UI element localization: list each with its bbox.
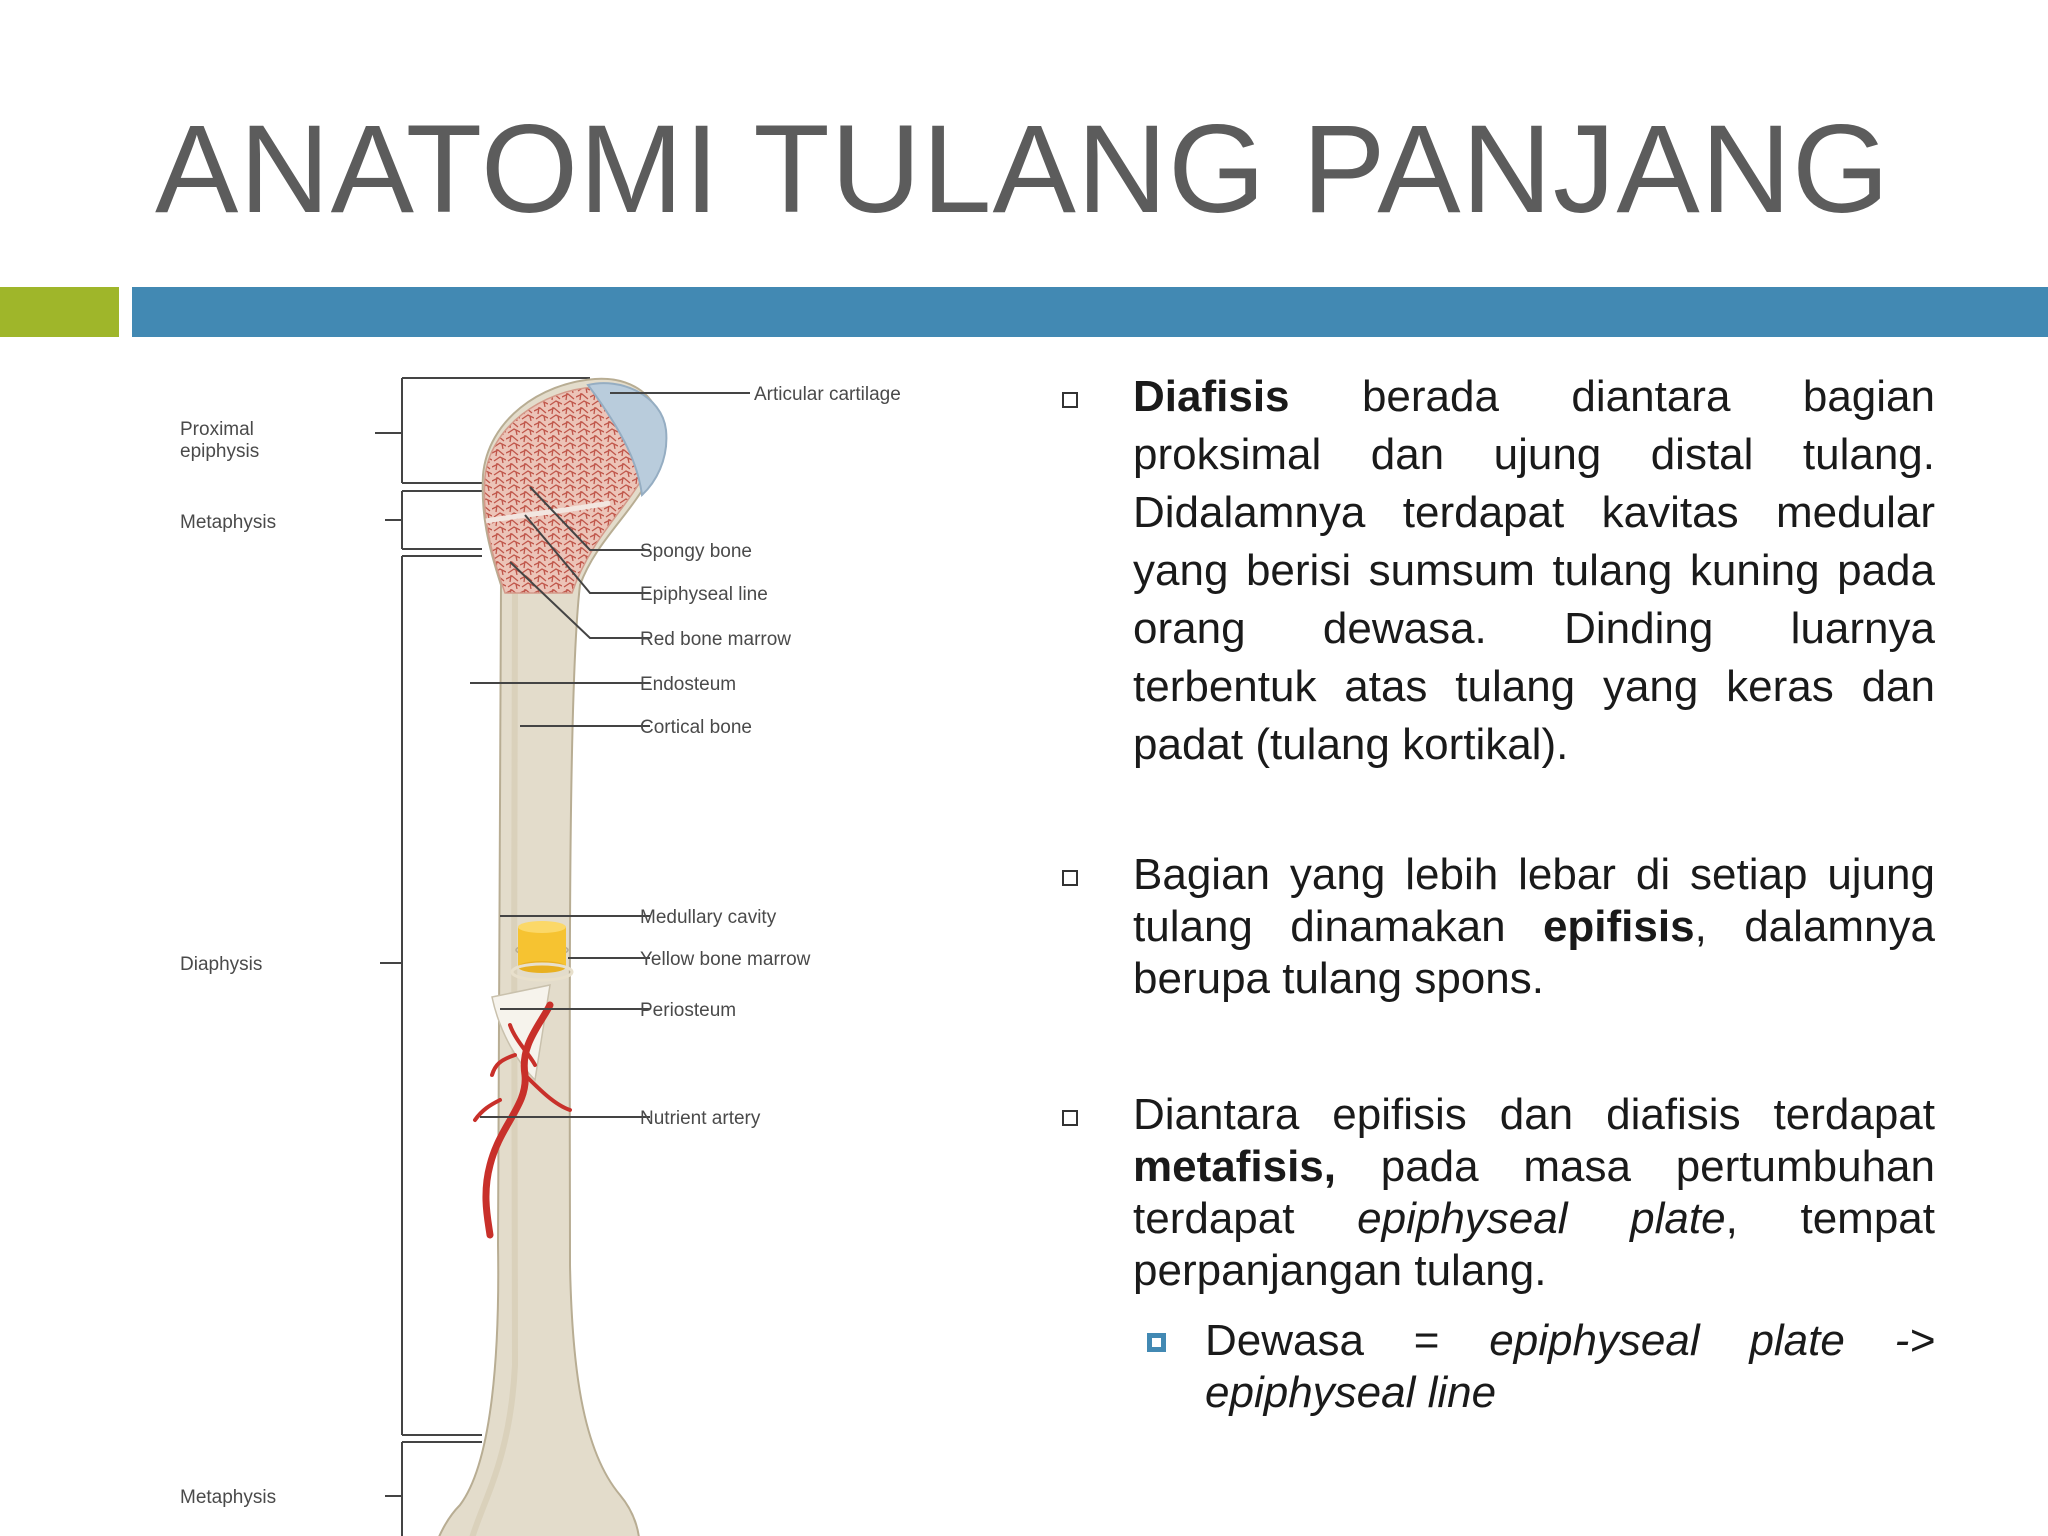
sub-bullet-italic: epiphyseal plate -> epiphyseal line: [1205, 1316, 1935, 1417]
label-diaphysis: Diaphysis: [180, 954, 263, 975]
label-metaphysis-top: Metaphysis: [180, 512, 277, 533]
bullet-epifisis: [1055, 849, 1935, 1005]
bullet-square-icon: [1062, 870, 1078, 886]
bullet-diafisis: [1055, 368, 1935, 774]
label-cortical-bone: Cortical bone: [640, 717, 752, 738]
label-endosteum: Endosteum: [640, 674, 737, 695]
slide-title: ANATOMI TULANG PANJANG: [155, 100, 1891, 239]
bullet-text: , tempat perpanjangan tulang.: [1133, 1194, 1935, 1295]
long-bone-diagram: [170, 365, 970, 1536]
bullet-text: berada diantara bagian proksimal dan ujung distal tulang. Didalamnya terdapat kavitas medular yang berisi sumsum tulang kuning pada orang dewasa. Dinding luarnya terbentuk atas tulang yang keras dan padat (tulang kortikal).: [1133, 372, 1935, 769]
bullet-square-icon: [1062, 392, 1078, 408]
term-epifisis: epifisis: [1542, 902, 1695, 951]
accent-bar-blue: [132, 287, 2048, 337]
label-medullary-cavity: Medullary cavity: [640, 907, 777, 928]
label-epiphyseal-line: Epiphyseal line: [640, 584, 768, 605]
label-yellow-bone-marrow: Yellow bone marrow: [640, 949, 811, 970]
bullet-text: , dalamnya berupa tulang spons.: [1133, 902, 1935, 1003]
left-labels: [180, 419, 276, 1536]
bullet-text: pada masa pertumbuhan terdapat: [1133, 1142, 1935, 1243]
bullet-square-icon: [1062, 1110, 1078, 1126]
bullet-text: Bagian yang lebih lebar di setiap ujung tulang dinamakan: [1133, 850, 1935, 951]
bullet-list: [1055, 368, 1935, 1419]
label-red-bone-marrow: Red bone marrow: [640, 629, 792, 650]
bullet-metafisis: [1055, 1089, 1935, 1297]
sub-bullet-text: Dewasa =: [1205, 1316, 1490, 1365]
label-articular-cartilage-top: Articular cartilage: [754, 384, 901, 405]
sub-bullet-square-icon: [1147, 1333, 1166, 1352]
term-diafisis: Diafisis: [1133, 372, 1290, 421]
label-periosteum: Periosteum: [640, 1000, 737, 1021]
label-metaphysis-bottom: Metaphysis: [180, 1487, 277, 1508]
accent-bar-green: [0, 287, 119, 337]
sub-bullet-dewasa: [1205, 1315, 1935, 1419]
label-spongy-bone: Spongy bone: [640, 541, 752, 562]
term-metafisis: metafisis,: [1133, 1142, 1336, 1191]
label-epiphysis-proximal: epiphysis: [180, 441, 260, 462]
right-labels: [640, 384, 901, 1536]
label-proximal: Proximal: [180, 419, 254, 440]
term-epiphyseal-plate: epiphyseal plate: [1357, 1194, 1726, 1243]
label-nutrient-artery: Nutrient artery: [640, 1108, 761, 1129]
bullet-text: Diantara epifisis dan diafisis terdapat: [1133, 1090, 1935, 1139]
